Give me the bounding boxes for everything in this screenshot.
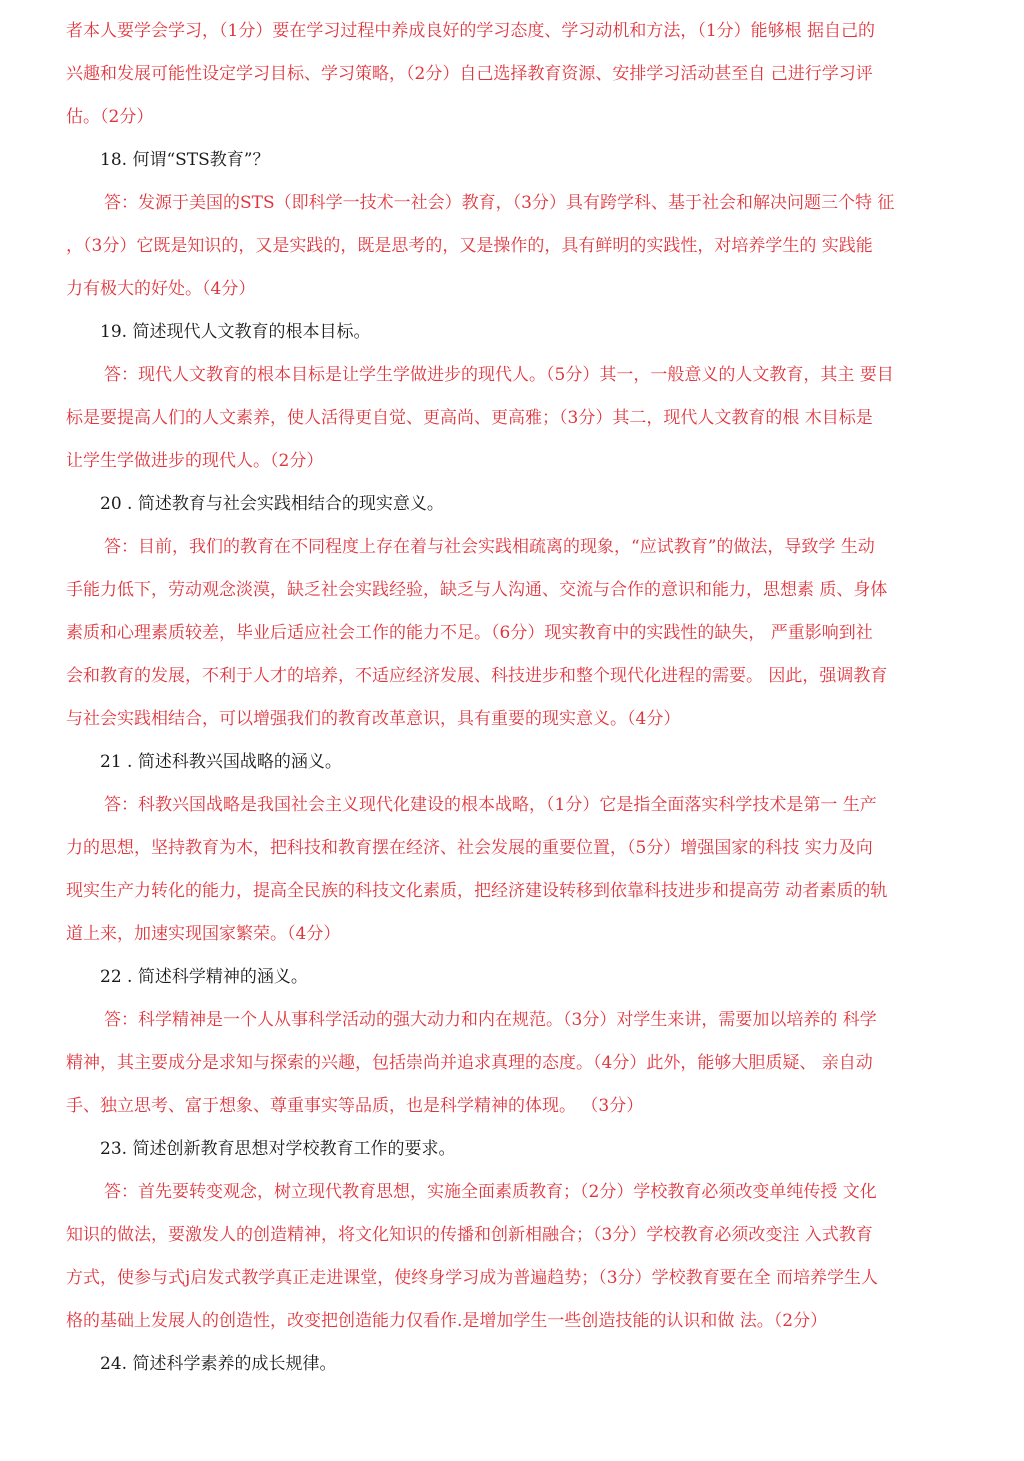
answer-text-line: 方式，使参与式j启发式教学真正走进课堂，使终身学习成为普遍趋势；（3分）学校教育要在全 而培养学生人 (66, 1268, 878, 1288)
answer-text-line: 标是要提高人们的人文素养，使人活得更自觉、更高尚、更高雅；（3分）其二，现代人文教育的根 木目标是 (66, 408, 873, 428)
answer-text-line: 力有极大的好处。（4分） (66, 279, 256, 299)
answer-text-line: 答：目前，我们的教育在不同程度上存在着与社会实践相疏离的现象，“应试教育”的做法，导致学 生动 (104, 537, 875, 557)
question-heading: 22 . 简述科学精神的涵义。 (100, 967, 308, 987)
answer-text-line: 答：现代人文教育的根本目标是让学生学做进步的现代人。（5分）其一，一般意义的人文教育，其主 要目 (104, 365, 894, 385)
answer-text-line: 力的思想，坚持教育为木，把科技和教育摆在经济、社会发展的重要位置，（5分）增强国家的科技 实力及向 (66, 838, 873, 858)
answer-text-line: 手、独立思考、富于想象、尊重事实等品质，也是科学精神的体现。 （3分） (66, 1096, 644, 1116)
question-heading: 19. 简述现代人文教育的根本目标。 (100, 322, 371, 342)
answer-text-line: ，（3分）它既是知识的，又是实践的，既是思考的，又是操作的，具有鲜明的实践性，对培养学生的 实践能 (66, 236, 873, 256)
question-heading: 21 . 简述科教兴国战略的涵义。 (100, 752, 342, 772)
answer-text-line: 手能力低下，劳动观念淡漠，缺乏社会实践经验，缺乏与人沟通、交流与合作的意识和能力，思想素 质、身体 (66, 580, 888, 600)
answer-text-line: 道上来，加速实现国家繁荣。（4分） (66, 924, 341, 944)
question-heading: 23. 简述创新教育思想对学校教育工作的要求。 (100, 1139, 456, 1159)
answer-text-line: 者本人要学会学习，（1分）要在学习过程中养成良好的学习态度、学习动机和方法，（1分）能够根 据自己的 (66, 21, 876, 41)
answer-text-line: 让学生学做进步的现代人。（2分） (66, 451, 324, 471)
answer-text-line: 答：科学精神是一个人从事科学活动的强大动力和内在规范。（3分）对学生来讲，需要加以培养的 科学 (104, 1010, 877, 1030)
answer-text-line: 精神，其主要成分是求知与探索的兴趣，包括崇尚并追求真理的态度。（4分）此外，能够大胆质疑、 亲自动 (66, 1053, 873, 1073)
answer-text-line: 答：首先要转变观念，树立现代教育思想，实施全面素质教育；（2分）学校教育必须改变单纯传授 文化 (104, 1182, 877, 1202)
answer-text-line: 素质和心理素质较差，毕业后适应社会工作的能力不足。（6分）现实教育中的实践性的缺失， 严重影响到社 (66, 623, 873, 643)
question-heading: 18. 何谓“STS教育”？ (100, 150, 270, 170)
answer-text-line: 答：发源于美国的STS（即科学一技术一社会）教育，（3分）具有跨学科、基于社会和解决问题三个特 征 (104, 193, 895, 213)
answer-text-line: 现实生产力转化的能力，提高全民族的科技文化素质，把经济建设转移到依靠科技进步和提高劳 动者素质的轨 (66, 881, 888, 901)
answer-text-line: 知识的做法，要激发人的创造精神，将文化知识的传播和创新相融合；（3分）学校教育必须改变注 入式教育 (66, 1225, 873, 1245)
answer-text-line: 兴趣和发展可能性设定学习目标、学习策略，（2分）自己选择教育资源、安排学习活动甚至自 己进行学习评 (66, 64, 873, 84)
answer-text-line: 答：科教兴国战略是我国社会主义现代化建设的根本战略，（1分）它是指全面落实科学技术是第一 生产 (104, 795, 877, 815)
question-heading: 20 . 简述教育与社会实践相结合的现实意义。 (100, 494, 444, 514)
answer-text-line: 与社会实践相结合，可以增强我们的教育改革意识，具有重要的现实意义。（4分） (66, 709, 681, 729)
question-heading: 24. 简述科学素养的成长规律。 (100, 1354, 337, 1374)
answer-text-line: 格的基础上发展人的创造性，改变把创造能力仅看作.是增加学生一些创造技能的认识和做 法。（2分） (66, 1311, 828, 1331)
answer-text-line: 估。（2分） (66, 107, 154, 127)
answer-text-line: 会和教育的发展，不利于人才的培养，不适应经济发展、科技进步和整个现代化进程的需要。 因此，强调教育 (66, 666, 888, 686)
